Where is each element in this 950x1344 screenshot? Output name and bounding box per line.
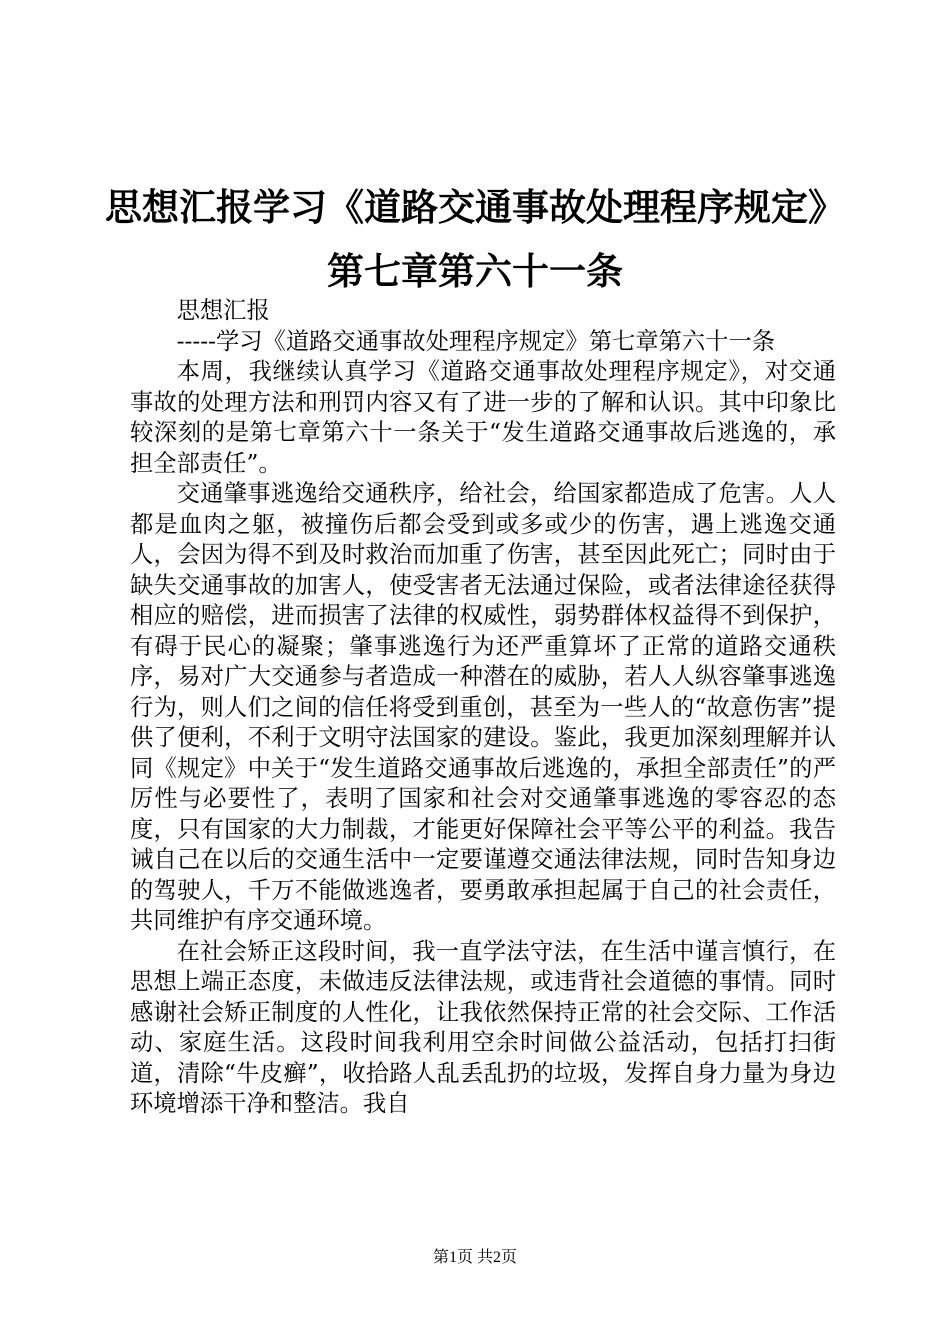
subtitle-paragraph: -----学习《道路交通事故处理程序规定》第七章第六十一条 <box>176 327 776 355</box>
document-title-line-1: 思想汇报学习《道路交通事故处理程序规定》 <box>105 186 845 229</box>
body-paragraph-1: 本周，我继续认真学习《道路交通事故处理程序规定》，对交通事故的处理方法和刑罚内容又有了进一步的了解和认识。其中印象比较深刻的是第七章第六十一条关于“发生道路交通事故后逃逸的，承担全部责任”。 <box>130 358 836 477</box>
document-title-line-2: 第七章第六十一条 <box>327 250 623 293</box>
page-footer: 第1页 共2页 <box>432 1249 517 1266</box>
body-paragraph-2: 交通肇事逃逸给交通秩序，给社会，给国家都造成了危害。人人都是血肉之躯，被撞伤后都会受到或多或少的伤害，遇上逃逸交通人，会因为得不到及时救治而加重了伤害，甚至因此死亡；同时由于缺失交通事故的加害人，使受害者无法通过保险，或者法律途径获得相应的赔偿，进而损害了法律的权威性，弱势群体权益得不到保护，有碍于民心的凝聚；肇事逃逸行为还严重算坏了正常的道路交通秩序，易对广大交通参与者造成一种潜在的威胁，若人人纵容肇事逃逸行为，则人们之间的信任将受到重创，甚至为一些人的“故意伤害”提供了便利，不利于文明守法国家的建设。鉴此，我更加深刻理解并认同《规定》中关于“发生道路交通事故后逃逸的，承担全部责任”的严厉性与必要性了，表明了国家和社会对交通肇事逃逸的零容忍的态度，只有国家的大力制裁，才能更好保障社会平等公平的利益。我告诫自己在以后的交通生活中一定要谨遵交通法律法规，同时告知身边的驾驶人，千万不能做逃逸者，要勇敢承担起属于自己的社会责任，共同维护有序交通环境。 <box>130 480 836 934</box>
document-body <box>130 296 836 1120</box>
body-paragraph-3: 在社会矫正这段时间，我一直学法守法，在生活中谨言慎行，在思想上端正态度，未做违反法律法规，或违背社会道德的事情。同时感谢社会矫正制度的人性化，让我依然保持正常的社会交际、工作活动、家庭生活。这段时间我利用空余时间做公益活动，包括打扫街道，清除“牛皮癣”，收拾路人乱丢乱扔的垃圾，发挥自身力量为身边环境增添干净和整洁。我自 <box>130 937 836 1117</box>
salutation-paragraph: 思想汇报 <box>176 297 270 324</box>
